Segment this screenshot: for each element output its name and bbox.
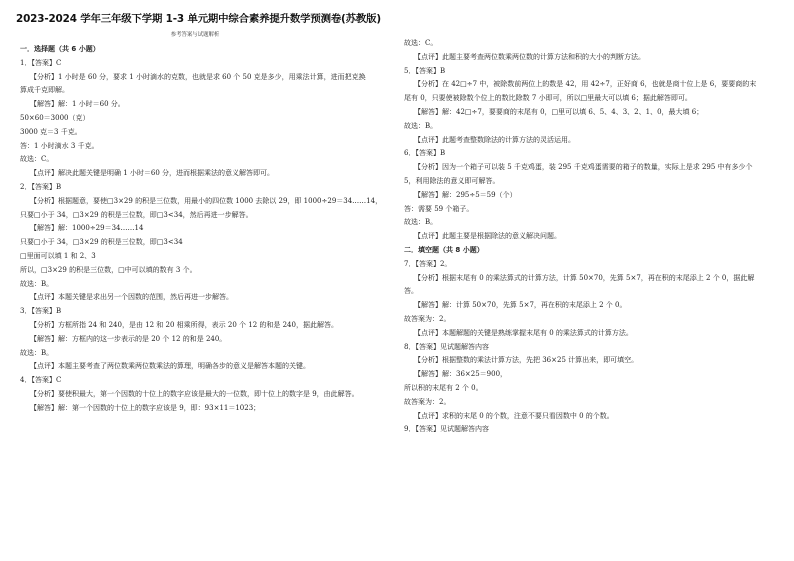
text-line: 7．【答案】2。 [404,259,452,268]
text-line: 故答案为：2。 [404,397,451,406]
text-line: 【解答】解：1 小时＝60 分。 [30,100,125,109]
text-line: 算成千克即解。 [20,86,69,95]
text-line: □里面可以填 1 和 2、3 [20,251,96,260]
text-line: 5，利用除法的意义即可解答。 [404,176,500,185]
text-line: 2．【答案】B [20,182,62,191]
text-line: 4．【答案】C [20,376,62,385]
page-title: 2023-2024 学年三年级下学期 1-3 单元期中综合素养提升数学预测卷(苏教版) [16,13,381,25]
text-line: 9．【答案】见试题解答内容 [404,425,489,434]
text-line: 【分析】根据末尾有 0 的乘法算式的计算方法，计算 50×70，先算 5×7，再在积的末尾添上 2 个 0，据此解 [414,273,755,282]
text-line: 故选：B。 [404,121,438,130]
text-line: 3000 克＝3 千克。 [20,127,82,136]
text-line: 【分析】根据题意，要使□3×29 的积是三位数，用最小的四位数 1000 去除以 29，即 1000÷29＝34……14， [30,196,383,205]
right-column [404,38,774,438]
text-line: 【点评】本题解题的关键是熟练掌握末尾有 0 的乘法算式的计算方法。 [414,328,633,337]
text-line: 【分析】因为一个箱子可以装 5 千克鸡蛋，装 295 千克鸡蛋需要的箱子的数量，实际上是求 295 中有多少个 [414,163,753,172]
text-line: 【分析】要使积最大，第一个因数的十位上的数字应该是最大的一位数，即十位上的数字是 9，由此解答。 [30,389,359,398]
text-line: 【点评】解决此题关键是明确 1 小时＝60 分，进而根据乘法的意义解答即可。 [30,169,275,178]
text-line: 【解答】解：1000÷29＝34……14 [30,224,144,233]
text-line: 50×60＝3000（克） [20,113,90,122]
text-line: 【分析】根据整数的乘法计算方法，先把 36×25 计算出来，即可填空。 [414,356,639,365]
text-line: 故选：B。 [20,279,54,288]
text-line: 3．【答案】B [20,307,62,316]
text-line: 【解答】解：295÷5＝59（个） [414,190,517,199]
section-heading: 二．填空题（共 8 小题） [404,245,484,254]
text-line: 6．【答案】B [404,149,446,158]
text-line: 【点评】本题主要考查了两位数乘两位数乘法的算理，明确各步的意义是解答本题的关键。 [30,362,310,371]
text-line: 【分析】在 42□÷7 中，被除数前两位上的数是 42，用 42÷7，正好商 6，也就是商十位上是 6，要要商的末 [414,80,757,89]
page-subtitle: 参考答案与试题解析 [170,32,220,38]
text-line: 答。 [404,287,418,296]
text-line: 尾有 0，只要使被除数个位上的数比除数 7 小即可，所以□里最大可以填 6；据此解答即可。 [404,94,692,103]
text-line: 所以，□3×29 的积是三位数，□中可以填的数有 3 个。 [20,265,197,274]
section-heading: 一．选择题（共 6 小题） [20,45,100,53]
text-line: 【解答】解：第一个因数的十位上的数字应该是 9，即：93×11＝1023； [30,403,261,412]
text-line: 【点评】求积的末尾 0 的个数，注意不要只看因数中 0 的个数。 [414,411,614,420]
text-line: 【解答】解：42□÷7，要要商的末尾有 0，□里可以填 6、5、4、3、2、1、0，最大填 6； [414,107,704,116]
left-column [20,44,390,417]
text-line: 1．【答案】C [20,58,62,67]
text-line: 【点评】此题主要是根据除法的意义解决问题。 [414,232,561,241]
text-line: 【点评】此题主要考查两位数乘两位数的计算方法和积的大小的判断方法。 [414,52,645,61]
text-line: 故选：C。 [404,39,438,47]
text-line: 【点评】此题考查整数除法的计算方法的灵活运用。 [414,135,575,144]
text-line: 故答案为：2。 [404,314,451,323]
text-line: 【解答】解：36×25＝900， [414,370,508,379]
text-line: 【分析】方框所指 24 和 240，是由 12 和 20 相乘所得，表示 20 个 12 的和是 240，据此解答。 [30,320,338,329]
text-line: 故选：B。 [404,218,438,227]
text-line: 【分析】1 小时是 60 分，要求 1 小时滴水的克数，也就是求 60 个 50 克是多少，用乘法计算，进而把克换 [30,72,366,81]
text-line: 故选：B。 [20,348,54,357]
text-line: 【解答】解：计算 50×70，先算 5×7，再在积的末尾添上 2 个 0。 [414,301,627,310]
text-line: 故选：C。 [20,155,54,164]
text-line: 【点评】本题关键是求出另一个因数的范围，然后再进一步解答。 [30,293,233,302]
text-line: 5．【答案】B [404,66,446,75]
text-line: 所以积的末尾有 2 个 0。 [404,383,483,392]
text-line: 只要□小于 34，□3×29 的积是三位数，即□3<34，然后再进一步解答。 [20,210,253,219]
text-line: 8．【答案】见试题解答内容 [404,342,489,351]
text-line: 只要□小于 34，□3×29 的积是三位数，即□3<34 [20,238,183,247]
text-line: 答：需要 59 个箱子。 [404,204,474,213]
text-line: 【解答】解：方框内的这一步表示的是 20 个 12 的和是 240。 [30,334,227,343]
text-line: 答：1 小时滴水 3 千克。 [20,141,99,150]
